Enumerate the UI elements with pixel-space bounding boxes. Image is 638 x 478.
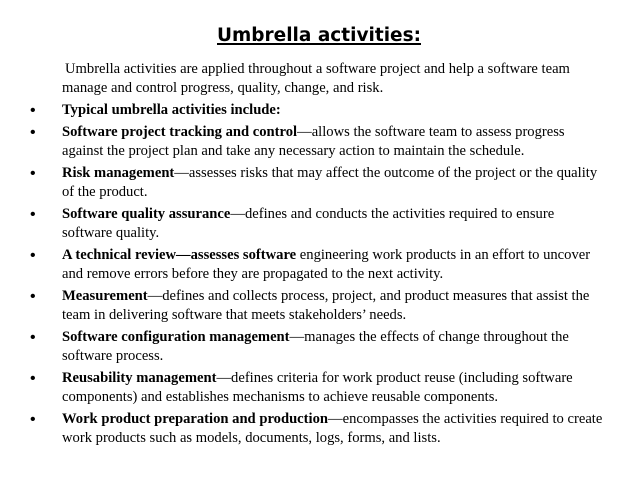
intro-paragraph: Umbrella activities are applied throughout a software project and help a software team manage and control progress, quality, change, and risk.	[62, 61, 570, 96]
list-item	[30, 328, 605, 366]
bullet-icon: •	[30, 165, 36, 182]
slide-title: Umbrella activities:	[217, 25, 421, 46]
item-heading: Work product preparation and production	[62, 411, 328, 427]
bullet-icon: •	[30, 370, 36, 387]
bullet-icon: •	[30, 288, 36, 305]
list-item	[30, 164, 605, 202]
item-text: —assesses risks that may affect the outcome of the project or the quality of the product.	[62, 165, 598, 200]
list-item	[30, 369, 605, 407]
item-text: —encompasses the activities required to create work products such as models, documents, logs, forms, and lists.	[62, 411, 603, 446]
item-heading: Measurement	[62, 288, 148, 304]
list-item	[30, 205, 605, 243]
item-heading: Reusability management	[62, 370, 217, 386]
list-item	[30, 101, 605, 120]
bullet-icon: •	[30, 329, 36, 346]
bullet-icon: •	[30, 247, 36, 264]
item-heading: A technical review—assesses software	[62, 247, 297, 263]
item-text: —manages the effects of change throughout the software process.	[62, 329, 569, 364]
list-item	[30, 287, 605, 325]
list-item	[30, 123, 605, 161]
bullet-icon: •	[30, 411, 36, 428]
slide-body	[30, 60, 605, 451]
bullet-icon: •	[30, 124, 36, 141]
item-heading: Software project tracking and control	[62, 124, 298, 140]
item-heading: Software configuration management	[62, 329, 290, 345]
list-item	[30, 246, 605, 284]
item-text: engineering work products in an effort to uncover and remove errors before they are propagated to the next activity.	[62, 247, 591, 282]
item-heading: Software quality assurance	[62, 206, 231, 222]
bullet-icon: •	[30, 102, 36, 119]
item-text: —defines and conducts the activities required to ensure software quality.	[62, 206, 555, 241]
bullet-icon: •	[30, 206, 36, 223]
item-text: —defines criteria for work product reuse (including software components) and establishes mechanisms to achieve reusable components.	[62, 370, 573, 405]
item-text: —defines and collects process, project, and product measures that assist the team in delivering software that meets stakeholders’ needs.	[62, 288, 590, 323]
item-heading: Risk management	[62, 165, 175, 181]
list-item	[30, 410, 605, 448]
item-text: —allows the software team to assess progress against the project plan and take any necessary action to maintain the schedule.	[62, 124, 565, 159]
item-heading: Typical umbrella activities include:	[62, 102, 281, 118]
